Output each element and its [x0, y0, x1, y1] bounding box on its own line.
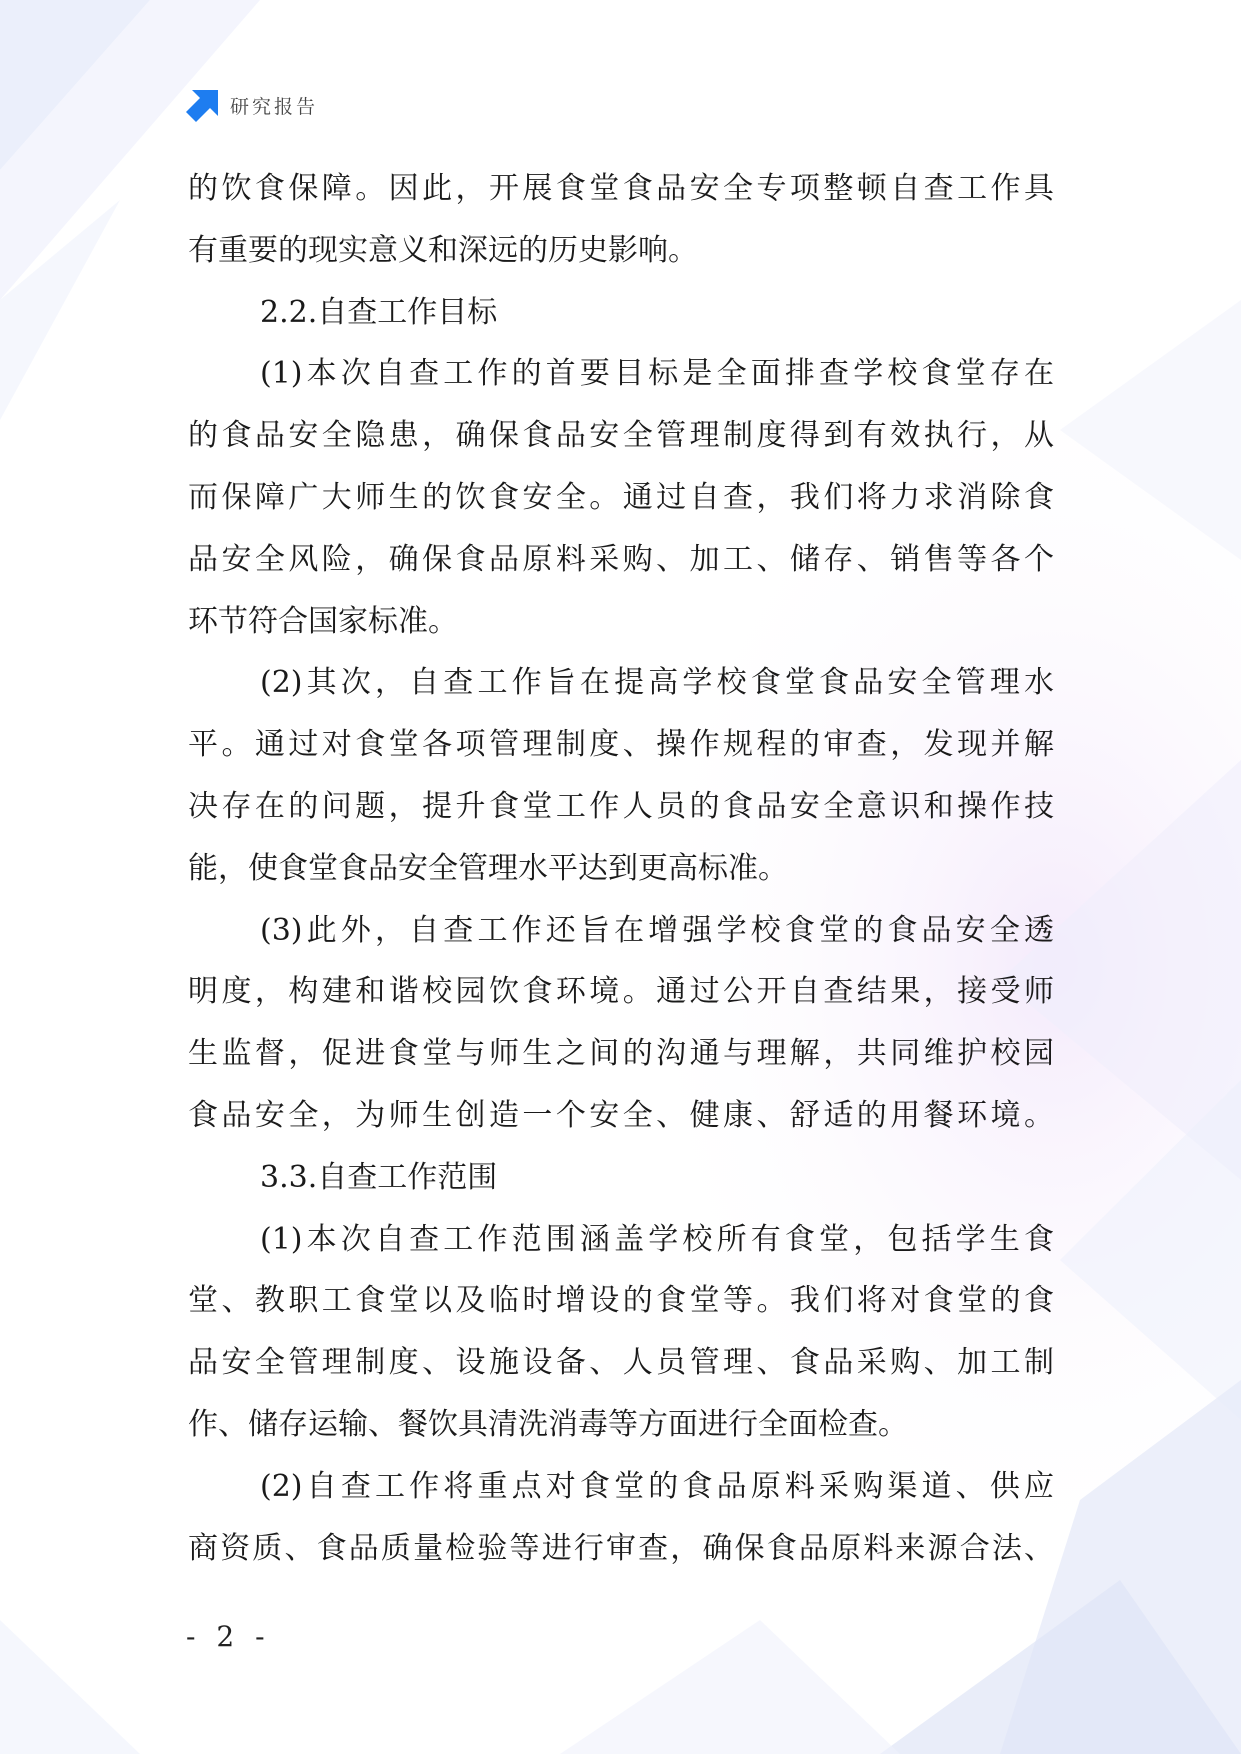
- text-line: (2)自查工作将重点对食堂的食品原料采购渠道、供应: [260, 1468, 1054, 1504]
- text-line: 环节符合国家标准。: [188, 603, 458, 639]
- text-line: 决存在的问题，提升食堂工作人员的食品安全意识和操作技: [188, 788, 1054, 824]
- section-heading: 2.2.自查工作目标: [260, 294, 498, 330]
- document-body: [188, 158, 1054, 1579]
- section-heading: 3.3.自查工作范围: [260, 1159, 498, 1195]
- text-line: (3)此外，自查工作还旨在增强学校食堂的食品安全透: [260, 912, 1054, 948]
- text-line: 生监督，促进食堂与师生之间的沟通与理解，共同维护校园: [188, 1036, 1054, 1072]
- text-line: (1)本次自查工作的首要目标是全面排查学校食堂存在: [260, 356, 1054, 392]
- text-line: 的食品安全隐患，确保食品安全管理制度得到有效执行，从: [188, 418, 1054, 454]
- arrow-up-right-icon: [186, 88, 220, 122]
- text-line: 有重要的现实意义和深远的历史影响。: [188, 232, 698, 268]
- text-line: 食品安全，为师生创造一个安全、健康、舒适的用餐环境。: [188, 1097, 1054, 1133]
- text-line: (2)其次，自查工作旨在提高学校食堂食品安全管理水: [260, 665, 1054, 701]
- text-line: 而保障广大师生的饮食安全。通过自查，我们将力求消除食: [188, 479, 1054, 515]
- report-header: [186, 88, 318, 122]
- brand-label: 研究报告: [230, 95, 319, 118]
- text-line: 的饮食保障。因此，开展食堂食品安全专项整顿自查工作具: [188, 171, 1054, 206]
- text-line: 明度，构建和谐校园饮食环境。通过公开自查结果，接受师: [188, 974, 1054, 1010]
- text-line: 品安全管理制度、设施设备、人员管理、食品采购、加工制: [188, 1345, 1054, 1381]
- page-number: - 2 -: [186, 1620, 271, 1653]
- text-line: (1)本次自查工作范围涵盖学校所有食堂，包括学生食: [260, 1221, 1054, 1257]
- text-line: 品安全风险，确保食品原料采购、加工、储存、销售等各个: [188, 541, 1054, 577]
- text-line: 能，使食堂食品安全管理水平达到更高标准。: [188, 850, 788, 886]
- text-line: 作、储存运输、餐饮具清洗消毒等方面进行全面检查。: [188, 1406, 908, 1442]
- text-line: 平。通过对食堂各项管理制度、操作规程的审查，发现并解: [188, 727, 1054, 763]
- text-line: 堂、教职工食堂以及临时增设的食堂等。我们将对食堂的食: [188, 1283, 1054, 1319]
- text-line: 商资质、食品质量检验等进行审查，确保食品原料来源合法、: [188, 1530, 1054, 1566]
